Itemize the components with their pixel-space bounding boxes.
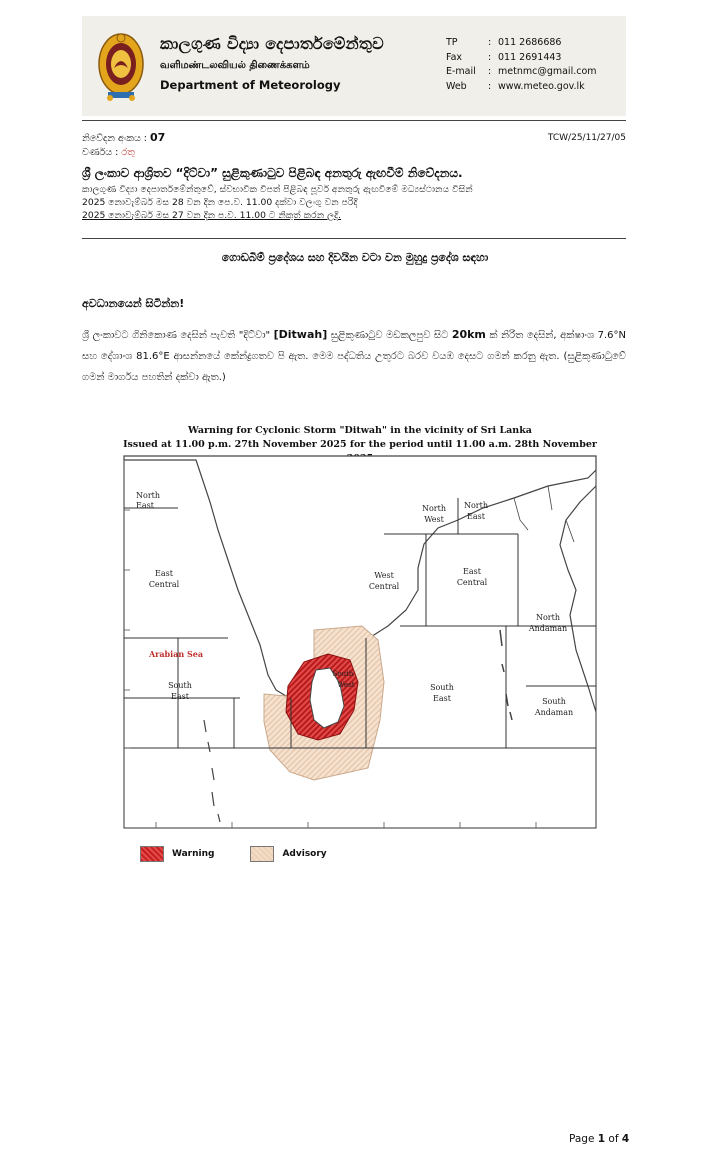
warning-swatch	[140, 846, 164, 862]
reference-code: TCW/25/11/27/05	[547, 133, 626, 143]
org-name-english: Department of Meteorology	[160, 78, 341, 92]
label-south-east-a: South	[168, 681, 192, 690]
label-south-andaman: South	[542, 697, 566, 706]
map-legend	[140, 846, 327, 862]
label-north-east-b: North	[463, 501, 489, 510]
map-title: Warning for Cyclonic Storm "Ditwah" in the vicinity of Sri Lanka Issued at 11.00 p.m. 27th November 2025 for the period until 11.00 a.m. 28th November	[123, 425, 597, 450]
cyclone-description: ශ්‍රී ලංකාවට ගිනිකොණ දෙසින් පැවති "දිට්වා" [Ditwah] සුළිකුණාටුව මඩකලපුව සිට 20km ක් නිරිත දෙසින්, අක්ෂාංශ 7.6°N සහ දේශාංශ 81.6°E ආසන්නයේ කේන්ද්‍රගතව පි ඇත. මෙම පද්ධතිය උතුරට බරව වයඹ දෙසට ගමන් කරනු ඇත. (සුළිකුණාටුවේ ගමන් මාර්ගය පහතින් දක්වා ඇත.)	[82, 328, 626, 383]
label-east-central-a: East	[155, 569, 173, 578]
contact-block	[446, 36, 597, 94]
label-west-central: West	[374, 571, 394, 580]
contact-row-web: Web : www.meteo.gov.lk	[446, 80, 585, 92]
bulletin-number: 07	[150, 131, 166, 144]
label-south-east-a2: East	[171, 692, 189, 701]
page-number: Page 1 of 4	[569, 1133, 630, 1145]
label-east-central-b: East	[463, 567, 481, 576]
issue-details: කාලගුණ විද්‍යා දෙපාර්තමේන්තුවේ, ස්වභාවික විපත් පිළිබඳ පූර්ව අනතුරු ඇඟවීමේ මධ්‍යස්ථානය විසින් 2025 නොවැම්බර් මස 28 වන දින පෙ.ව. 11.00 දක්වා වලංගු වන පරිදි 2025 නොවැම්බර් මස 27 වන දින ප.ව. 11.00 ට නිකුත් කරන ලදි.	[82, 184, 473, 221]
label-south-andaman2: Andaman	[534, 708, 574, 717]
area-heading: ගොඩබිම් ප්‍රදේශය සහ දිවයින වටා වන මුහුදු ප්‍රදේශ සඳහා	[221, 251, 489, 264]
sri-lanka-emblem-icon	[96, 30, 146, 104]
label-north-west2: West	[424, 515, 444, 524]
contact-row-fax: Fax : 011 2691443	[446, 51, 562, 63]
label-south-east-b2: East	[433, 694, 451, 703]
label-north-andaman2: Andaman	[528, 624, 568, 633]
warning-map	[118, 450, 600, 835]
label-arabian-sea: Arabian Sea	[148, 649, 204, 659]
org-name-tamil: வளிமண்டலவியல் திணைக்களம்	[160, 60, 310, 71]
alert-colour: රතු	[121, 147, 135, 158]
label-north-east-a2: East	[136, 501, 154, 510]
header-divider	[82, 120, 626, 121]
advisory-swatch	[250, 846, 274, 862]
label-north-andaman: North	[535, 613, 561, 622]
contact-row-email: E-mail : metnmc@gmail.com	[446, 66, 597, 77]
legend-advisory-label: Advisory	[282, 849, 327, 859]
label-south-west2: West	[337, 681, 355, 689]
label-north-west: North	[421, 504, 447, 513]
attention-heading: අවධානයෙන් සිටින්න!	[82, 297, 185, 310]
section-divider	[82, 238, 626, 239]
contact-row-tp: TP : 011 2686686	[446, 37, 562, 48]
bulletin-meta: නිවේදන අංකය : 07 වර්ණය : රතු	[82, 131, 166, 158]
label-east-central-b2: Central	[456, 578, 488, 587]
label-south-east-b: South	[430, 683, 454, 692]
org-name-sinhala: කාලගුණ විද්‍යා දෙපාර්තමේන්තුව	[160, 34, 384, 53]
label-north-east-b2: East	[467, 512, 485, 521]
bulletin-title: ශ්‍රී ලංකාව ආශ්‍රිතව “දිට්වා” සුළිකුණාටුව පිළිබඳ අනතුරු ඇඟවීම් නිවේදනය.	[82, 166, 463, 180]
label-south-west: South	[332, 670, 354, 678]
label-north-east-a: North	[136, 491, 161, 500]
legend-warning-label: Warning	[172, 849, 215, 859]
label-east-central-a2: Central	[148, 580, 180, 589]
letterhead	[82, 16, 626, 116]
label-west-central2: Central	[368, 582, 400, 591]
